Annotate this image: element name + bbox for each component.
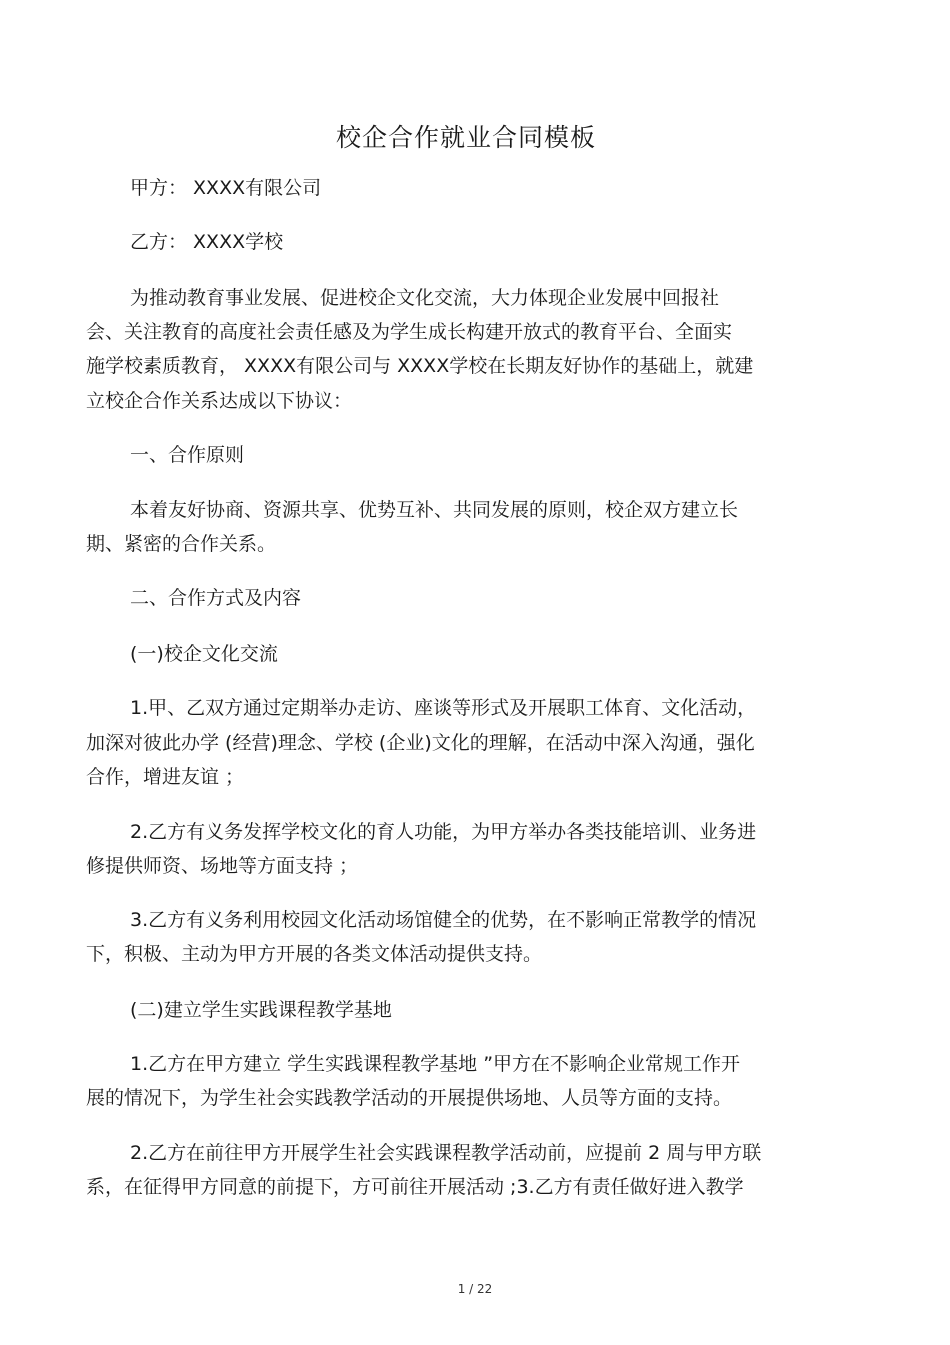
page-number: 1 / 22 xyxy=(457,1282,493,1296)
item-1-line: 合作，增进友谊 ； xyxy=(86,766,245,788)
item-2-line: 2.乙方有义务发挥学校文化的育人功能，为甲方举办各类技能培训、业务进 xyxy=(130,821,757,843)
intro-line: 为推动教育事业发展、促进校企文化交流，大力体现企业发展中回报社 xyxy=(130,287,720,309)
item-5-line: 2.乙方在前往甲方开展学生社会实践课程教学活动前，应提前 2 周与甲方联 xyxy=(130,1142,762,1164)
item-2-line: 修提供师资、场地等方面支持 ； xyxy=(86,855,359,877)
intro-line: 会、关注教育的高度社会责任感及为学生成长构建开放式的教育平台、全面实 xyxy=(86,321,733,343)
item-4-line: 展的情况下，为学生社会实践教学活动的开展提供场地、人员等方面的支持。 xyxy=(86,1087,733,1109)
document-title: 校企合作就业合同模板 xyxy=(335,123,596,152)
sub2-heading: (二)建立学生实践课程教学基地 xyxy=(130,999,392,1021)
party-b: 乙方： XXXX学校 xyxy=(130,231,284,253)
sub1-heading: (一)校企文化交流 xyxy=(130,643,278,665)
section1-body-line: 期、紧密的合作关系。 xyxy=(86,533,277,555)
item-3-line: 下，积极、主动为甲方开展的各类文体活动提供支持。 xyxy=(86,943,543,965)
item-4-line: 1.乙方在甲方建立 学生实践课程教学基地 ”甲方在不影响企业常规工作开 xyxy=(130,1053,741,1075)
party-a: 甲方： XXXX有限公司 xyxy=(130,177,322,199)
intro-line: 施学校素质教育， XXXX有限公司与 XXXX学校在长期友好协作的基础上，就建 xyxy=(86,355,754,377)
section1-body-line: 本着友好协商、资源共享、优势互补、共同发展的原则，校企双方建立长 xyxy=(130,499,739,521)
item-3-line: 3.乙方有义务利用校园文化活动场馆健全的优势，在不影响正常教学的情况 xyxy=(130,909,757,931)
intro-line: 立校企合作关系达成以下协议： xyxy=(86,390,353,412)
item-1-line: 加深对彼此办学 (经营)理念、学校 (企业)文化的理解，在活动中深入沟通，强化 xyxy=(86,732,755,754)
item-1-line: 1.甲、乙双方通过定期举办走访、座谈等形式及开展职工体育、文化活动， xyxy=(130,697,757,719)
section2-heading: 二、合作方式及内容 xyxy=(130,587,302,609)
section1-heading: 一、合作原则 xyxy=(130,444,245,466)
item-5-line: 系，在征得甲方同意的前提下，方可前往开展活动 ;3.乙方有责任做好进入教学 xyxy=(86,1176,744,1198)
